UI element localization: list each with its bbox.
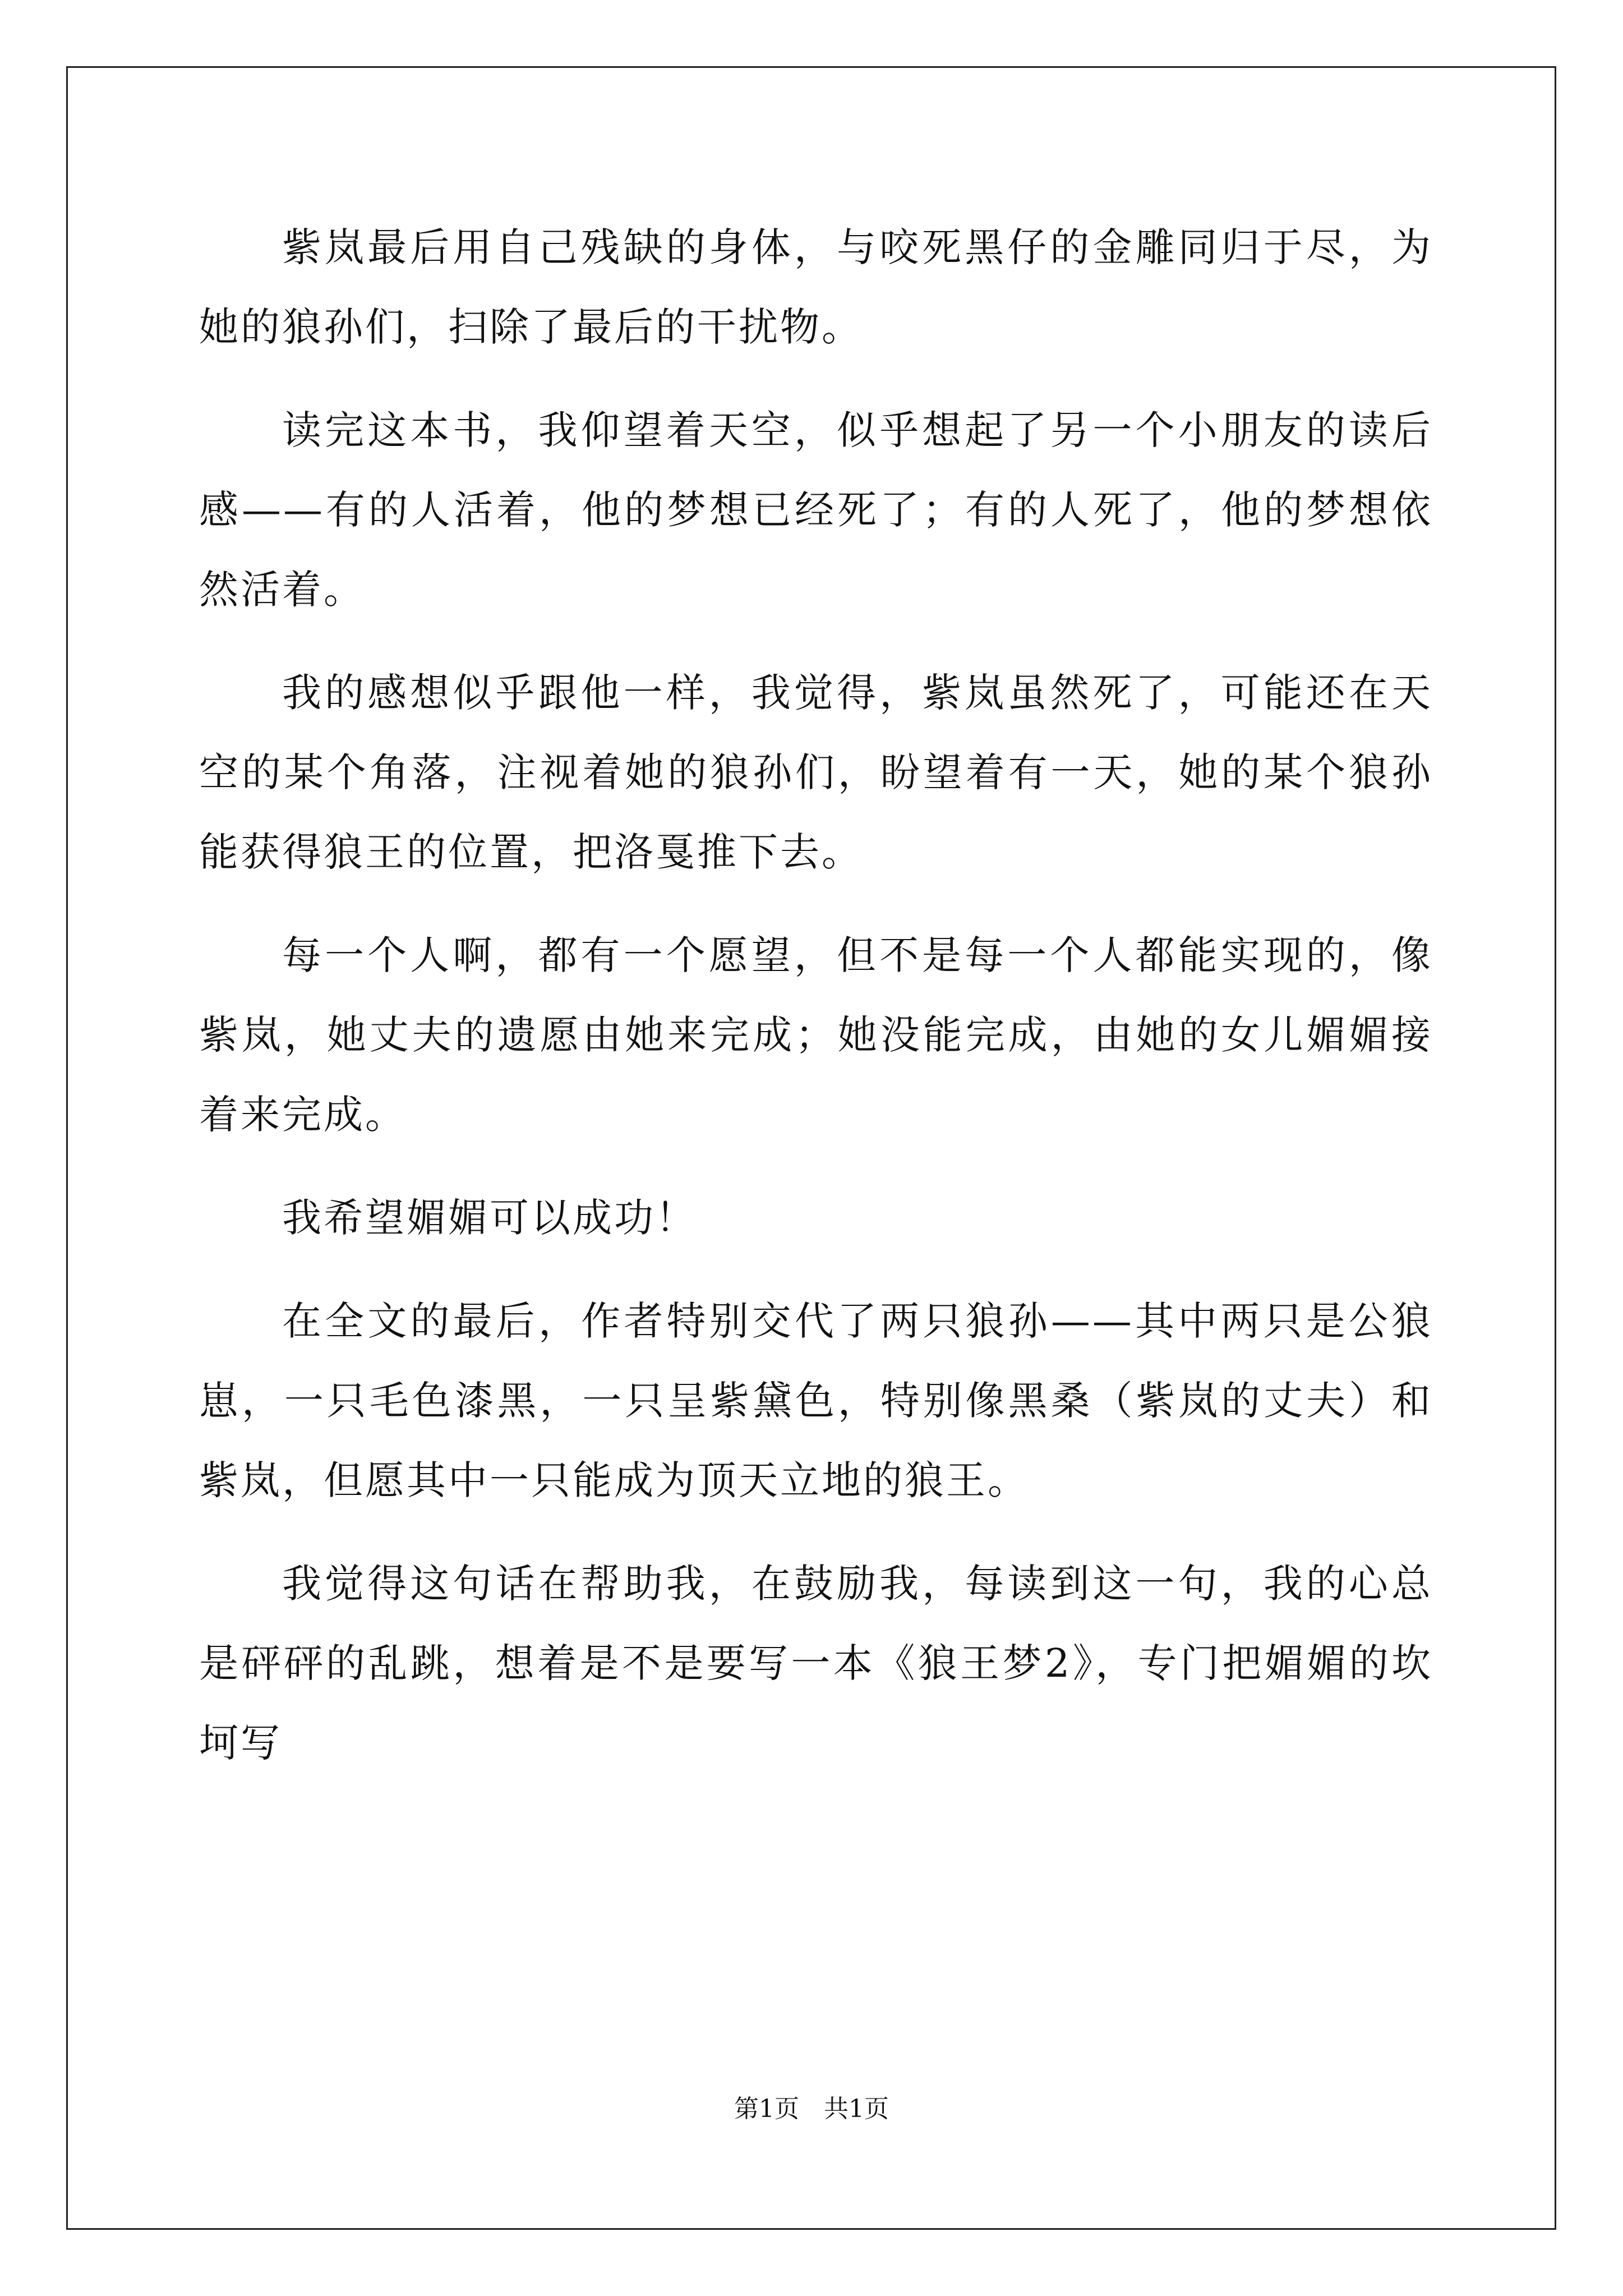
paragraph-5: 我希望媚媚可以成功！ [282, 1195, 697, 1241]
paragraph-4: 每一个人啊，都有一个愿望，但不是每一个人都能实现的，像紫岚，她丈夫的遗愿由她来完成；她没能完成，由她的女儿媚媚接着来完成。 [199, 932, 1433, 1138]
document-body [199, 208, 1433, 1806]
page-total: 共1页 [824, 2095, 889, 2123]
paragraph-1: 紫岚最后用自己残缺的身体，与咬死黑仔的金雕同归于尽，为她的狼孙们，扫除了最后的干扰物。 [199, 224, 1433, 350]
page-footer [0, 2092, 1623, 2126]
paragraph-3: 我的感想似乎跟他一样，我觉得，紫岚虽然死了，可能还在天空的某个角落，注视着她的狼孙们，盼望着有一天，她的某个狼孙能获得狼王的位置，把洛戛推下去。 [199, 670, 1433, 875]
paragraph-6: 在全文的最后，作者特别交代了两只狼孙——其中两只是公狼崽，一只毛色漆黑，一只呈紫黛色，特别像黑桑（紫岚的丈夫）和紫岚，但愿其中一只能成为顶天立地的狼王。 [199, 1298, 1433, 1503]
paragraph-7: 我觉得这句话在帮助我，在鼓励我，每读到这一句，我的心总是砰砰的乱跳，想着是不是要写一本《狼王梦2》，专门把媚媚的坎坷写 [199, 1561, 1433, 1766]
paragraph-2: 读完这本书，我仰望着天空，似乎想起了另一个小朋友的读后感——有的人活着，他的梦想已经死了；有的人死了，他的梦想依然活着。 [199, 407, 1433, 613]
page-number: 第1页 [734, 2095, 799, 2123]
